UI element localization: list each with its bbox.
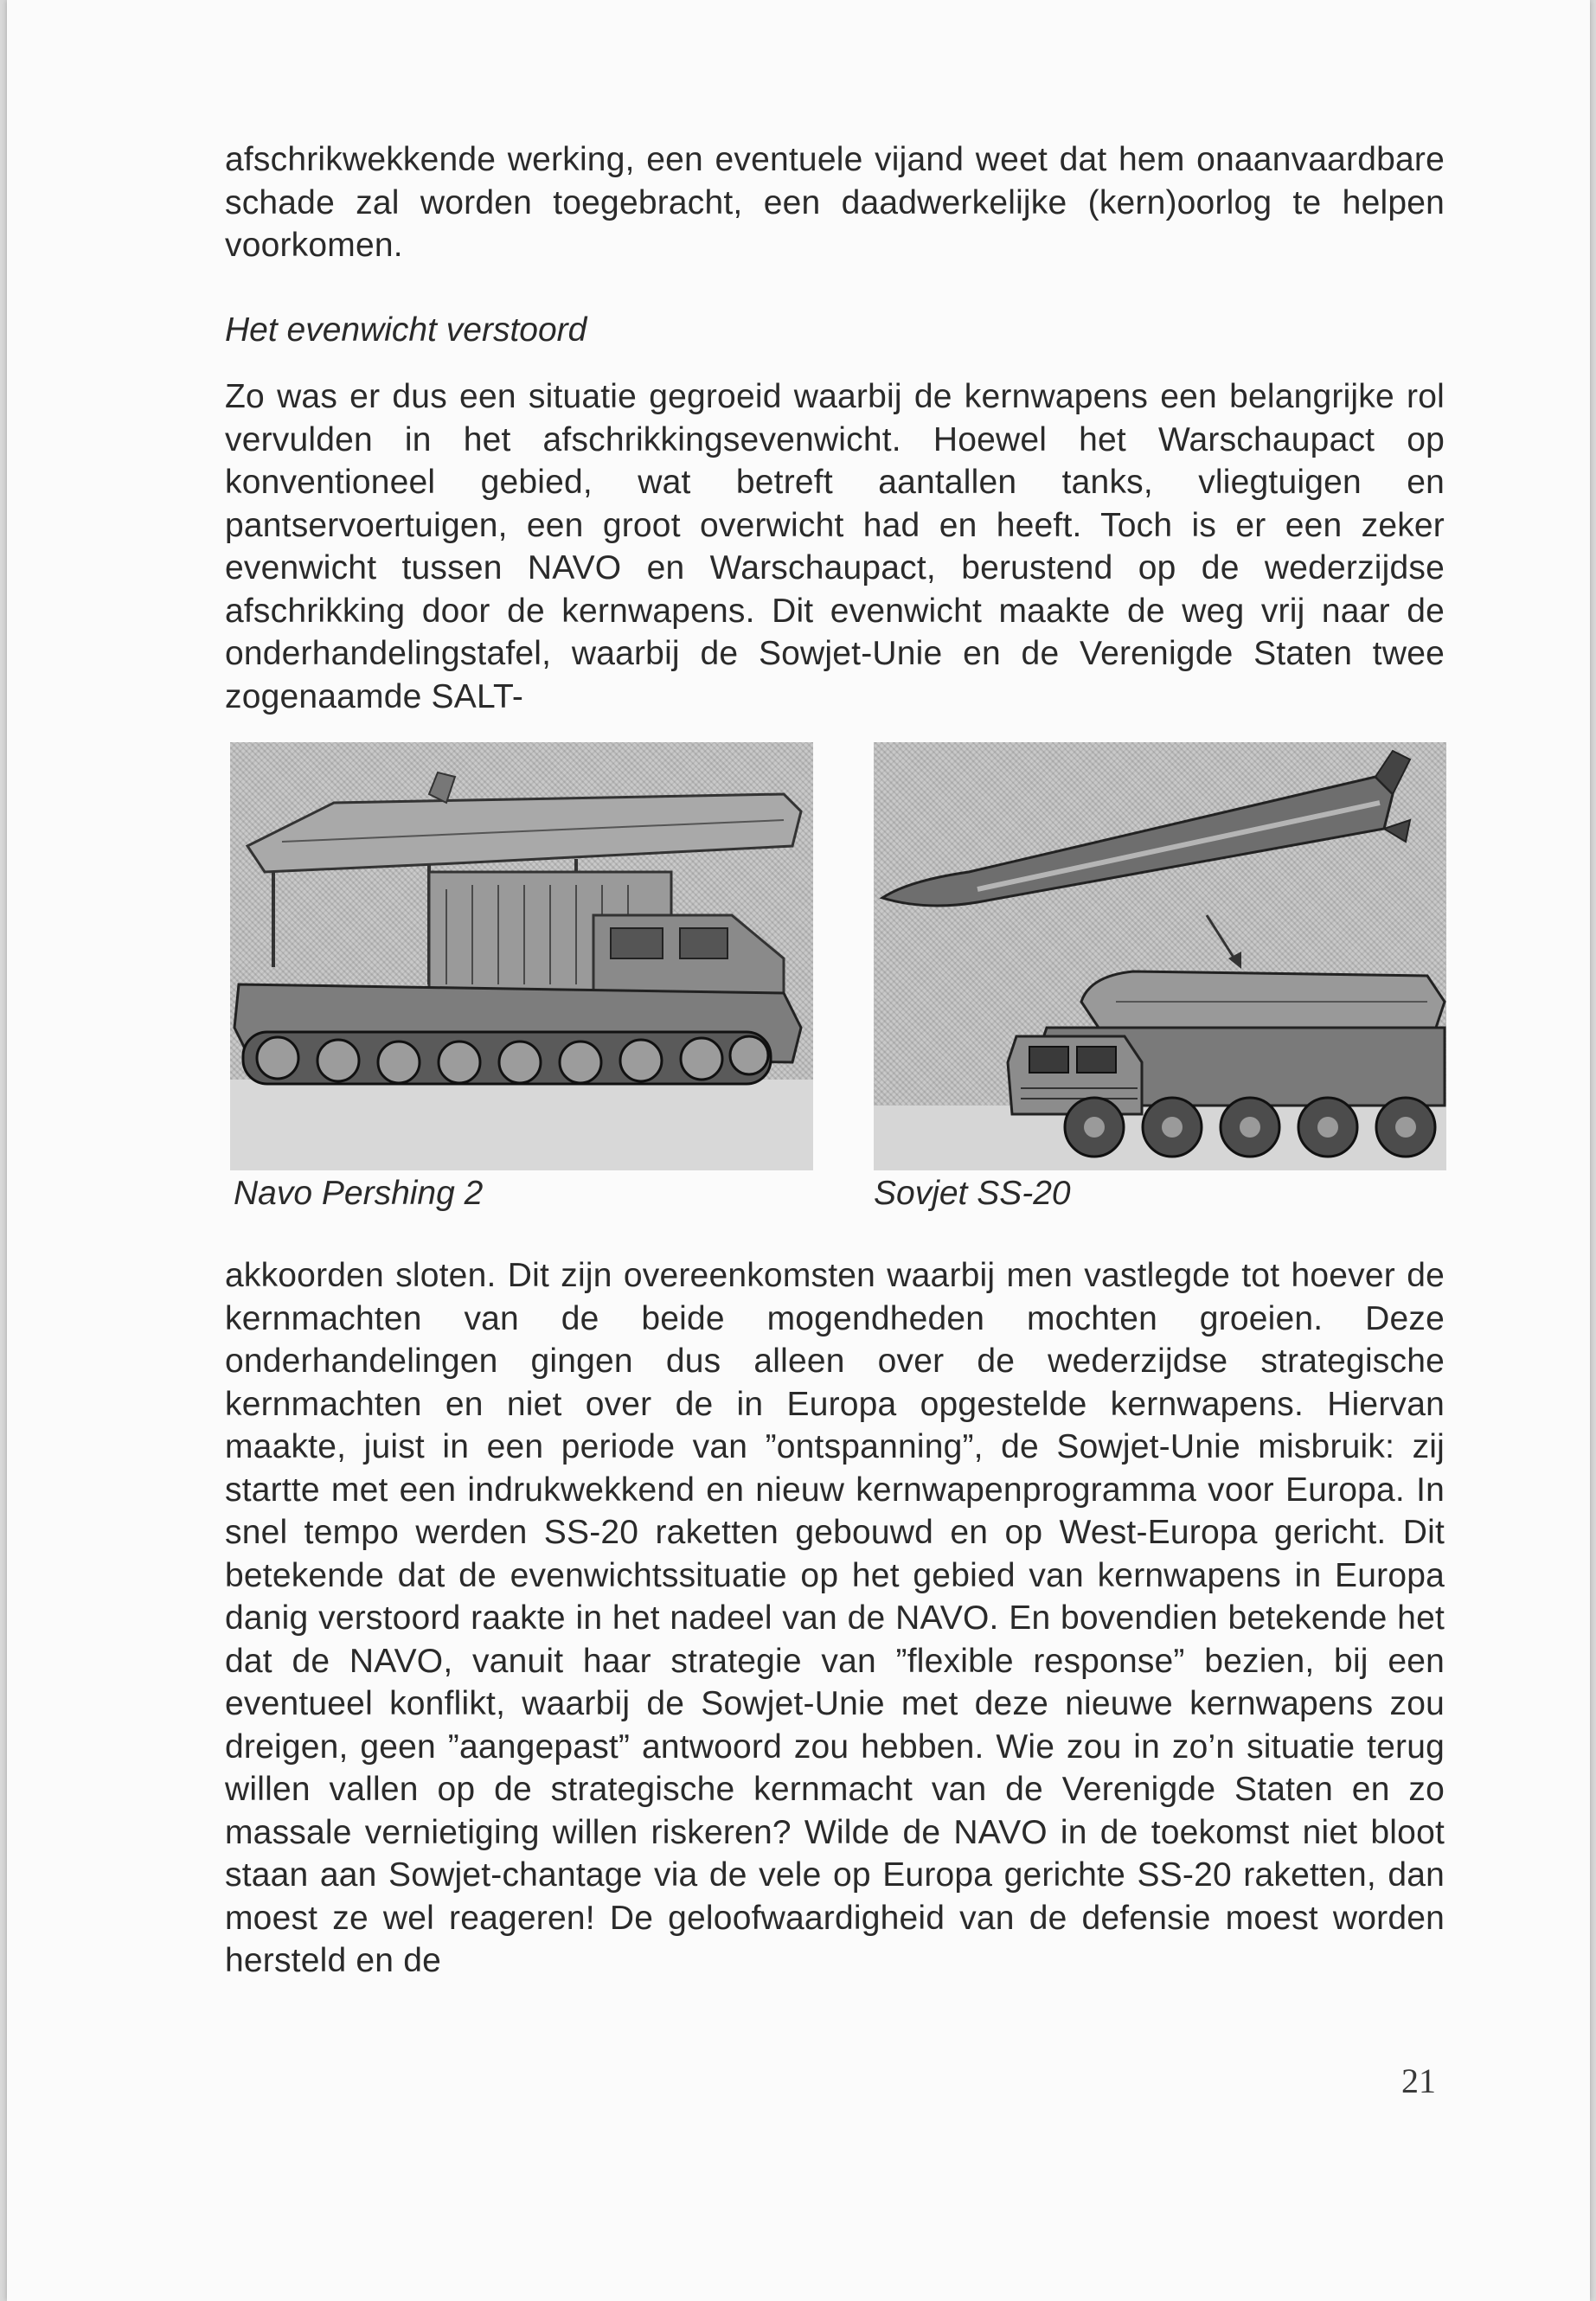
- pershing-2-drawing: [230, 742, 813, 1170]
- top-paragraph: afschrikwekkende werking, een eventuele vijand weet dat hem onaanvaardbare schade zal worden toegebracht, een daadwerkelijke (kern)oorlog te helpen voorkomen.: [225, 141, 1445, 264]
- figure-caption-ss20: Sovjet SS-20: [874, 1175, 1071, 1212]
- pershing-2-illustration: [230, 742, 813, 1170]
- ss-20-illustration: [874, 742, 1446, 1170]
- section-heading: Het evenwicht verstoord: [225, 311, 587, 349]
- middle-paragraph-block: [225, 375, 1445, 718]
- bottom-paragraph-block: [225, 1254, 1445, 1983]
- bottom-paragraph: akkoorden sloten. Dit zijn overeenkomsten waarbij men vastlegde tot hoever de kernmachten van de beide mogendheden mochten groeien. Deze onderhandelingen gingen dus alleen over de wederzijdse strategische kernmachten en niet over de in Europa opgestelde kernwapens. Hiervan maakte, juist in een periode van ”ontspanning”, de Sowjet-Unie misbruik: zij startte met een indrukwekkend en nieuw kernwapenprogramma voor Europa. In snel tempo werden SS-20 raketten gebouwd en op West-Europa gericht. Dit betekende dat de evenwichtssituatie op het gebied van kernwapens in Europa danig verstoord raakte in het nadeel van de NAVO. En bovendien betekende het dat de NAVO, vanuit haar strategie van ”flexible response” bezien, bij een eventueel konflikt, waarbij de Sowjet-Unie met deze nieuwe kernwapens zou dreigen, geen ”aangepast” antwoord zou hebben. Wie zou in zo’n situatie terug willen vallen op de strategische kernmacht van de Verenigde Staten en zo massale vernietiging willen riskeren? Wilde de NAVO in de toekomst niet bloot staan aan Sowjet-chantage via de vele op Europa gerichte SS-20 raketten, dan moest ze wel reageren! De geloofwaardigheid van de defensie moest worden hersteld en de: [225, 1257, 1445, 1979]
- figure-caption-pershing: Navo Pershing 2: [234, 1175, 484, 1212]
- ss-20-drawing: [874, 742, 1446, 1170]
- top-paragraph-block: [225, 138, 1445, 267]
- book-page: [7, 0, 1590, 2301]
- page-number: 21: [1401, 2061, 1436, 2100]
- middle-paragraph: Zo was er dus een situatie gegroeid waarbij de kernwapens een belangrijke rol vervulden in het afschrikkingsevenwicht. Hoewel het Warschaupact op konventioneel gebied, wat betreft aantallen tanks, vliegtuigen en pantservoertuigen, een groot overwicht had en heeft. Toch is er een zeker evenwicht tussen NAVO en Warschaupact, berustend op de wederzijdse afschrikking door de kernwapens. Dit evenwicht maakte de weg vrij naar de onderhandelingstafel, waarbij de Sowjet-Unie en de Verenigde Staten twee zogenaamde SALT-: [225, 378, 1445, 715]
